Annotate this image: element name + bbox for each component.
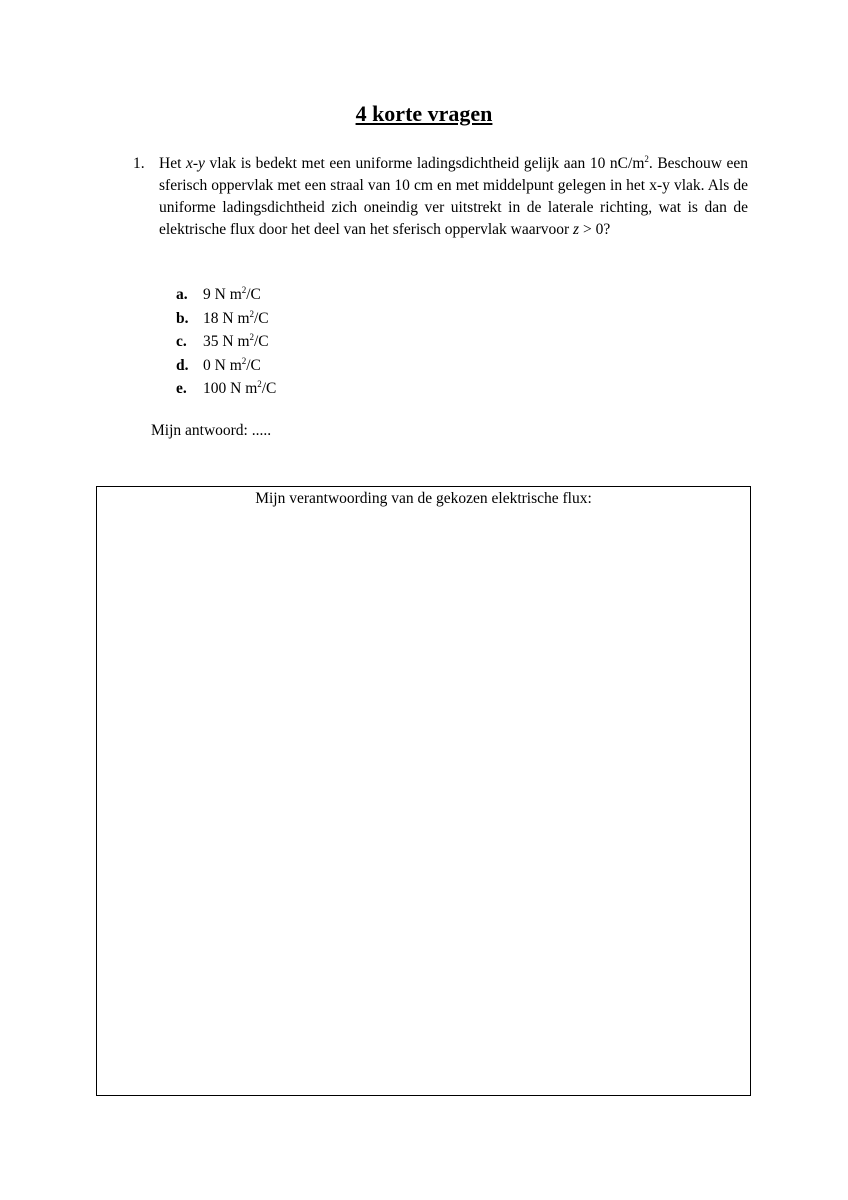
- option-unit: /C: [246, 286, 261, 303]
- option-b[interactable]: [176, 307, 276, 331]
- option-d[interactable]: [176, 354, 276, 378]
- superscript: 2: [257, 379, 262, 389]
- question-text-part: > 0?: [579, 221, 611, 238]
- superscript: 2: [249, 332, 254, 342]
- option-value: 100 N m: [203, 380, 258, 397]
- option-a[interactable]: [176, 283, 276, 307]
- superscript: 2: [241, 355, 247, 366]
- justification-box[interactable]: [96, 486, 751, 1096]
- option-unit: /C: [254, 333, 269, 350]
- question-text-italic: x-y: [185, 155, 205, 172]
- answer-options: [176, 283, 276, 401]
- question-text: [159, 153, 748, 241]
- option-value: 18 N m: [203, 309, 250, 327]
- option-letter: b.: [176, 309, 189, 327]
- option-e[interactable]: [176, 377, 276, 401]
- option-letter: d.: [176, 356, 189, 374]
- question-text-italic: z: [573, 221, 580, 238]
- justification-box-title: Mijn verantwoording van de gekozen elektrische flux:: [255, 490, 592, 507]
- option-letter: e.: [176, 380, 187, 397]
- answer-field[interactable]: Mijn antwoord: .....: [151, 422, 272, 439]
- question-text-part: Het: [159, 155, 186, 172]
- option-c[interactable]: [176, 330, 276, 354]
- option-letter: a.: [176, 286, 188, 303]
- question-text-part: vlak is bedekt met een uniforme ladingsdichtheid gelijk aan 10 nC/m: [204, 155, 645, 172]
- option-unit: /C: [246, 356, 261, 374]
- option-letter: c.: [176, 333, 187, 350]
- option-value: 0 N m: [203, 356, 242, 374]
- option-unit: /C: [261, 380, 277, 397]
- option-unit: /C: [254, 309, 269, 327]
- superscript: 2: [249, 308, 254, 319]
- option-value: 9 N m: [203, 286, 242, 303]
- question-number: 1.: [133, 155, 145, 172]
- superscript: 2: [644, 154, 649, 164]
- page-title: 4 korte vragen: [355, 101, 493, 126]
- superscript: 2: [241, 285, 247, 295]
- question-text-part: . Beschouw een sferisch oppervlak met een straal van 10 cm en met middelpunt gelegen in het x-y vlak. Als de uniforme ladingsdichtheid zich oneindig ver uitstrekt in de laterale richting, wat is dan de elektrische flux door het deel van het sferisch oppervlak waarvoor: [159, 155, 748, 238]
- question-1: [133, 153, 748, 241]
- option-value: 35 N m: [203, 333, 250, 350]
